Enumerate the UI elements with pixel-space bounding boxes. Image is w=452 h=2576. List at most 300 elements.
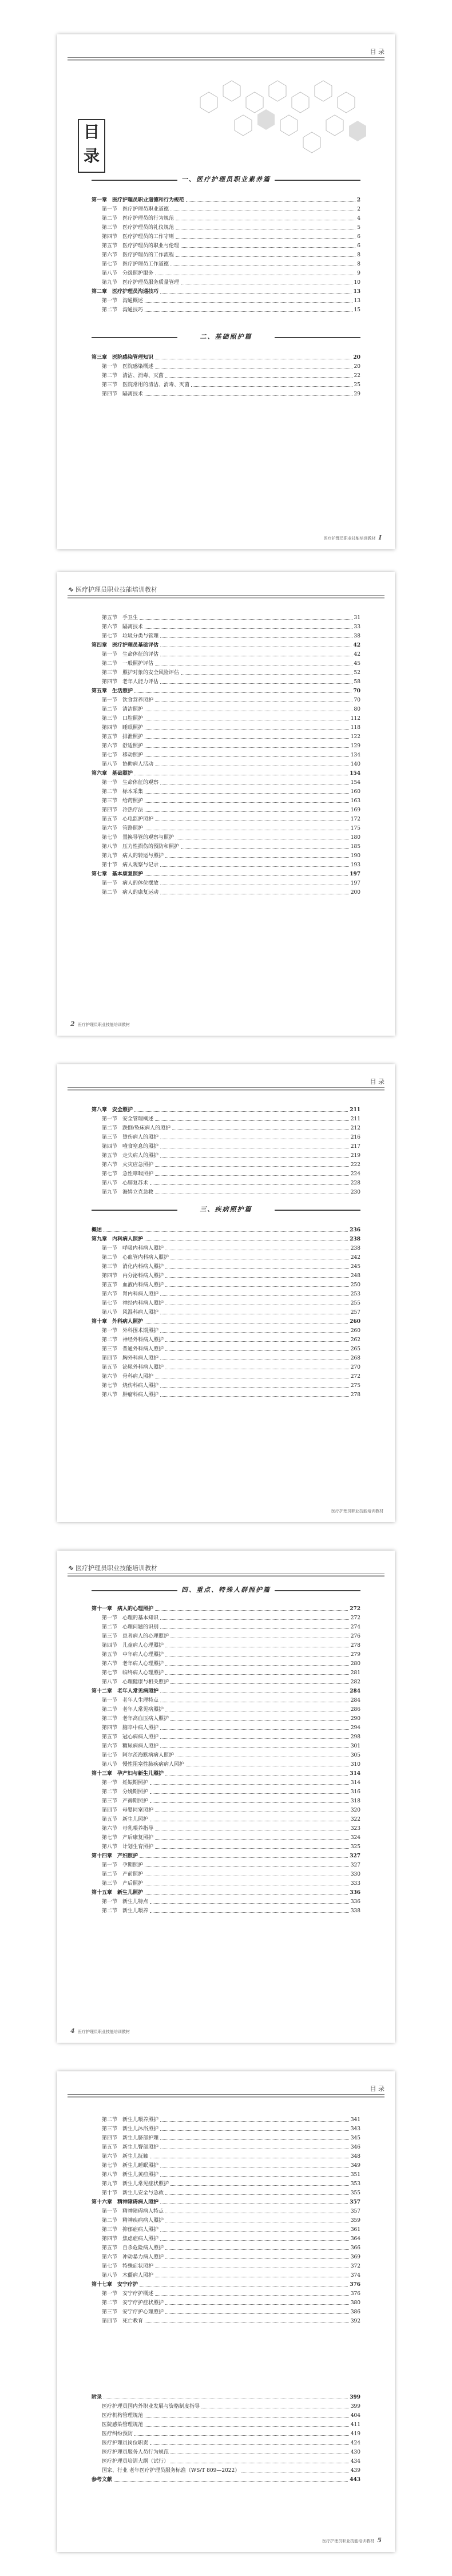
toc-entry-label: 第八节 新生儿黄疸照护: [102, 2172, 159, 2178]
toc-leader-dots: [145, 1894, 348, 1895]
toc-section-entry: [92, 389, 360, 398]
toc-entry-page: 279: [350, 1652, 360, 1658]
toc-entry-label: 第六章 基础照护: [92, 771, 133, 776]
toc-leader-dots: [171, 2185, 349, 2186]
toc-entry-page: 5: [357, 225, 360, 231]
toc-entry-page: 275: [350, 1383, 360, 1389]
toc-entry-label: 第五节 血液内科病人照护: [102, 1282, 164, 1288]
toc-section-entry: [92, 2438, 360, 2447]
toc-entry-page: 353: [350, 2181, 360, 2187]
toc-entry-label: 国家、行业 老年医疗护理员服务标准（WS/T 809—2022）: [102, 2468, 240, 2474]
toc-leader-dots: [155, 1175, 349, 1176]
toc-entry-label: 第三节 产后照护: [102, 1881, 144, 1887]
toc-leader-dots: [150, 1912, 349, 1913]
section-banner-4: 四、重点、特殊人群照护篇: [92, 1585, 360, 1596]
footer-book-title: 医疗护理员职业技能培训教材: [323, 536, 376, 541]
toc-entry-page: 392: [350, 2319, 360, 2324]
toc-entry-page: 248: [350, 1273, 360, 1279]
toc-section-entry: [92, 2419, 360, 2428]
toc-entry-label: 第七节 新生儿睡眠照护: [102, 2163, 159, 2169]
toc-leader-dots: [171, 265, 355, 266]
toc-entry-page: 250: [350, 1282, 360, 1288]
toc-leader-dots: [165, 1277, 349, 1278]
toc-entry-label: 第二节 医疗护理员的行为规范: [102, 216, 175, 221]
toc-leader-dots: [160, 2121, 349, 2122]
toc-section-entry: [92, 804, 360, 814]
toc-entry-label: 第九章 内科病人照护: [92, 1237, 144, 1242]
toc-entry-label: 第一节 病人的体位摆放: [102, 881, 159, 886]
toc-entry-label: 第八节 肿瘤科病人照护: [102, 1392, 159, 1398]
toc-entry-page: 262: [350, 1337, 360, 1343]
toc-leader-dots: [134, 1111, 348, 1112]
toc-entry-label: 第八节 风湿科病人照护: [102, 1310, 159, 1315]
toc-chapter-entry: [92, 286, 360, 295]
toc-chapter-entry: [92, 2392, 360, 2401]
toc-entry-page: 272: [350, 1615, 360, 1621]
toc-entry-label: 第三节 产褥期照护: [102, 1798, 149, 1804]
toc-section-entry: [92, 631, 360, 640]
toc-page-2: [57, 572, 395, 1036]
toc-section-entry: [92, 649, 360, 658]
toc-entry-label: 第二节 一般照护评估: [102, 661, 154, 667]
toc-leader-dots: [134, 692, 351, 693]
toc-leader-dots: [160, 2176, 349, 2177]
toc-section-entry: [92, 740, 360, 750]
toc-entry-label: 第四节 母婴同室照护: [102, 1808, 154, 1813]
toc-leader-dots: [165, 2304, 349, 2305]
toc-entry-label: 第三节 安宁疗护心理照护: [102, 2309, 164, 2315]
toc-entry-page: 45: [354, 661, 360, 667]
toc-leader-dots: [160, 1295, 349, 1296]
toc-section-entry: [92, 621, 360, 631]
toc-leader-dots: [145, 2426, 349, 2427]
toc-entry-label: 第一节 沟通概述: [102, 298, 144, 304]
toc-section-entry: [92, 1860, 360, 1869]
toc-list-6: [92, 1603, 360, 1915]
toc-leader-dots: [145, 738, 349, 739]
toc-leader-dots: [155, 1610, 348, 1611]
toc-list-4: [92, 1104, 360, 1196]
toc-section-entry: [92, 2401, 360, 2410]
toc-entry-label: 第十四章 产妇照护: [92, 1853, 138, 1859]
toc-section-entry: [92, 1741, 360, 1750]
toc-entry-label: 第五节 排泄照护: [102, 734, 144, 740]
toc-leader-dots: [150, 1784, 349, 1785]
toc-section-entry: [92, 1896, 360, 1905]
toc-entry-page: 6: [357, 234, 360, 240]
section-banner-1: 一、医疗护理员职业素养篇: [92, 175, 360, 186]
toc-leader-dots: [160, 683, 352, 684]
toc-section-entry: [92, 1722, 360, 1731]
toc-leader-dots: [145, 793, 349, 794]
toc-section-entry: [92, 259, 360, 268]
toc-entry-page: 211: [350, 1116, 360, 1122]
running-head-mulu: 目 录: [370, 48, 384, 56]
toc-chapter-entry: [92, 869, 360, 878]
toc-section-entry: [92, 2114, 360, 2123]
toc-section-entry: [92, 2233, 360, 2242]
toc-entry-label: 第六节 肾内科病人照护: [102, 1291, 159, 1297]
toc-entry-page: 29: [354, 391, 360, 397]
toc-page-5: [57, 2071, 395, 2552]
toc-section-entry: [92, 1905, 360, 1915]
toc-entry-label: 第十六章 精神障碍病人照护: [92, 2199, 159, 2205]
toc-entry-label: 第四节 脑卒中病人照护: [102, 1725, 159, 1731]
toc-section-entry: [92, 850, 360, 859]
toc-entry-label: 第二节 标本采集: [102, 789, 144, 795]
toc-section-entry: [92, 1677, 360, 1686]
toc-entry-label: 第二节 新生儿喂养: [102, 1908, 149, 1914]
toc-entry-label: 第四节 死亡教育: [102, 2319, 144, 2324]
toc-entry-label: 第八节 协助病人活动: [102, 762, 154, 767]
toc-entry-label: 第四章 医疗护理员基础评估: [92, 643, 159, 648]
toc-entry-page: 70: [353, 688, 360, 694]
toc-entry-label: 医疗护理员国内外职业发展与资格制度指导: [102, 2404, 200, 2409]
toc-entry-page: 284: [350, 1689, 360, 1694]
toc-entry-page: 140: [350, 762, 360, 767]
toc-list-2: [92, 352, 360, 398]
toc-leader-dots: [145, 756, 349, 757]
toc-entry-page: 270: [350, 1365, 360, 1370]
toc-entry-page: 13: [353, 289, 360, 295]
toc-entry-page: 193: [350, 862, 360, 868]
toc-page-4: [57, 1551, 395, 2043]
toc-entry-label: 第四节 冷热疗法: [102, 807, 144, 813]
toc-entry-label: 第七节 阿尔茨海默病病人照护: [102, 1753, 175, 1758]
toc-entry-label: 第二节 病人的康复运动: [102, 890, 159, 895]
toc-entry-page: 8: [357, 261, 360, 267]
toc-section-entry: [92, 1270, 360, 1279]
toc-entry-label: 医疗护理员培训大纲（试行）: [102, 2459, 169, 2464]
toc-entry-page: 42: [354, 652, 360, 657]
toc-section-entry: [92, 370, 360, 379]
toc-entry-page: 80: [354, 707, 360, 712]
toc-entry-page: 284: [350, 1698, 360, 1703]
toc-section-entry: [92, 2242, 360, 2252]
toc-entry-label: 第二节 精神疾病病人照护: [102, 2218, 164, 2224]
toc-section-entry: [92, 786, 360, 795]
toc-entry-page: 430: [350, 2450, 360, 2455]
running-head-book-title: 医疗护理员职业技能培训教材: [76, 1564, 158, 1572]
page-number: Ⅰ: [378, 534, 382, 541]
toc-leader-dots: [155, 1120, 349, 1121]
toc-entry-label: 第四节 焦虑症病人照护: [102, 2236, 159, 2242]
toc-entry-page: 175: [350, 826, 360, 831]
toc-entry-label: 第六节 管路照护: [102, 826, 144, 831]
toc-chapter-entry: [92, 1850, 360, 1860]
toc-entry-page: 376: [350, 2291, 360, 2297]
header-rule-thick: [68, 1575, 384, 1577]
toc-entry-label: 第十章 外科病人照护: [92, 1319, 144, 1325]
header-rule: [68, 2094, 384, 2095]
toc-entry-page: 216: [350, 1135, 360, 1140]
toc-entry-page: 272: [350, 1606, 360, 1612]
toc-section-entry: [92, 1805, 360, 1814]
toc-leader-dots: [150, 1793, 349, 1794]
toc-entry-label: 第三节 普通外科病人照护: [102, 1346, 164, 1352]
toc-section-entry: [92, 2316, 360, 2325]
toc-chapter-entry: [92, 1603, 360, 1612]
toc-section-entry: [92, 658, 360, 667]
toc-chapter-entry: [92, 2474, 360, 2483]
toc-entry-label: 第二节 神经外科病人照护: [102, 1337, 164, 1343]
toc-section-entry: [92, 1750, 360, 1759]
toc-entry-page: 230: [350, 1190, 360, 1195]
toc-section-entry: [92, 823, 360, 832]
toc-entry-label: 第一节 精神障碍病人特点: [102, 2209, 164, 2214]
toc-entry-label: 第九节 海姆立克急救: [102, 1190, 154, 1195]
toc-entry-label: 第二节 安宁疗护症状照护: [102, 2300, 164, 2306]
toc-entry-page: 20: [353, 355, 360, 360]
toc-section-entry: [92, 2252, 360, 2261]
toc-entry-page: 224: [350, 1171, 360, 1177]
toc-section-entry: [92, 1371, 360, 1380]
toc-entry-label: 第一章 医疗护理员职业道德和行为规范: [92, 197, 185, 203]
toc-entry-page: 8: [357, 252, 360, 258]
toc-chapter-entry: [92, 685, 360, 695]
toc-entry-page: 217: [350, 1144, 360, 1150]
toc-entry-page: 276: [350, 1634, 360, 1639]
toc-leader-dots: [181, 247, 355, 248]
toc-section-entry: [92, 612, 360, 621]
toc-entry-page: 2: [357, 207, 360, 212]
toc-section-entry: [92, 1298, 360, 1307]
toc-entry-page: 314: [350, 1771, 360, 1777]
toc-section-entry: [92, 213, 360, 222]
toc-entry-page: 282: [350, 1679, 360, 1685]
toc-entry-label: 第二节 分娩期照护: [102, 1789, 149, 1795]
toc-entry-page: 361: [350, 2227, 360, 2233]
toc-entry-label: 第十五章 新生儿照护: [92, 1890, 144, 1896]
toc-entry-page: 38: [354, 633, 360, 639]
toc-entry-label: 第三节 新生儿沐浴照护: [102, 2126, 159, 2132]
toc-entry-label: 第二节 跌倒/坠床病人的照护: [102, 1125, 171, 1131]
page-number: 5: [377, 2537, 382, 2544]
toc-section-entry: [92, 1362, 360, 1371]
toc-entry-page: 20: [354, 364, 360, 370]
toc-entry-label: 第九节 新生儿常见症状照护: [102, 2181, 169, 2187]
toc-entry-label: 第一节 饮食营养照护: [102, 697, 154, 703]
toc-entry-page: 212: [350, 1125, 360, 1131]
toc-entry-label: 第二章 医疗护理员沟通技巧: [92, 289, 159, 295]
toc-entry-page: 386: [350, 2309, 360, 2315]
toc-section-entry: [92, 1150, 360, 1159]
toc-list-3: [92, 612, 360, 896]
toc-entry-label: 第六节 舒适照护: [102, 743, 144, 749]
toc-entry-label: 第六节 火灾应急照护: [102, 1162, 154, 1168]
toc-leader-dots: [145, 747, 349, 748]
toc-entry-label: 第四节 噎食窒息的照护: [102, 1144, 159, 1150]
toc-entry-page: 439: [350, 2468, 360, 2474]
toc-entry-label: 第二节 老年人常见病照护: [102, 1707, 164, 1713]
toc-section-entry: [92, 2142, 360, 2151]
header-rule-thick: [68, 2096, 384, 2098]
toc-entry-label: 第一节 外科围术期照护: [102, 1328, 159, 1334]
toc-section-entry: [92, 2215, 360, 2224]
toc-section-entry: [92, 1113, 360, 1123]
toc-entry-page: 22: [354, 373, 360, 379]
toc-entry-label: 第三节 患者病人的心理照护: [102, 1634, 169, 1639]
toc-section-entry: [92, 1649, 360, 1658]
footer-book-title: 医疗护理员职业技能培训教材: [77, 1023, 130, 1027]
toc-entry-page: 399: [350, 2395, 360, 2400]
toc-entry-label: 第六节 隔离技术: [102, 624, 144, 630]
toc-entry-page: 345: [350, 2135, 360, 2141]
toc-entry-label: 医疗护理员服务人员行为规范: [102, 2450, 169, 2455]
toc-leader-dots: [140, 1857, 348, 1858]
toc-section-entry: [92, 2297, 360, 2306]
toc-entry-page: 327: [350, 1853, 360, 1859]
toc-entry-page: 278: [350, 1392, 360, 1398]
toc-entry-page: 25: [354, 382, 360, 388]
toc-entry-label: 第六节 冲动暴力病人照护: [102, 2254, 164, 2260]
toc-entry-label: 医院感染管理规范: [102, 2422, 144, 2428]
toc-entry-page: 301: [350, 1743, 360, 1749]
toc-entry-label: 第六节 老年病人心理照护: [102, 1661, 164, 1667]
footer-book-title: 医疗护理员职业技能培训教材: [77, 2030, 130, 2034]
toc-list-1: [92, 195, 360, 314]
toc-entry-label: 第六节 母乳喂养指导: [102, 1826, 154, 1832]
page-number: 2: [70, 1020, 75, 1028]
toc-entry-page: 323: [350, 1826, 360, 1832]
toc-section-entry: [92, 304, 360, 314]
toc-leader-dots: [145, 395, 352, 396]
toc-entry-page: 242: [350, 1255, 360, 1261]
toc-entry-page: 31: [354, 615, 360, 621]
toc-entry-label: 第三节 照护对象的安全风险评估: [102, 670, 180, 676]
toc-entry-label: 第一节 心理的基本知识: [102, 1615, 159, 1621]
toc-entry-page: 322: [350, 1817, 360, 1822]
toc-entry-page: 376: [350, 2282, 360, 2288]
toc-leader-dots: [150, 1802, 349, 1803]
toc-leader-dots: [155, 2295, 349, 2296]
toc-section-entry: [92, 2288, 360, 2297]
toc-section-entry: [92, 2270, 360, 2279]
toc-section-entry: [92, 2465, 360, 2474]
toc-entry-page: 343: [350, 2126, 360, 2132]
toc-entry-label: 参考文献: [92, 2477, 113, 2483]
toc-entry-label: 第十二章 老年人常见病照护: [92, 1689, 159, 1694]
toc-section-entry: [92, 268, 360, 277]
toc-leader-dots: [160, 1738, 349, 1739]
toc-entry-page: 163: [350, 798, 360, 804]
toc-section-entry: [92, 204, 360, 213]
running-head-book-title: 医疗护理员职业技能培训教材: [76, 586, 158, 593]
toc-leader-dots: [150, 1184, 349, 1185]
toc-entry-label: 第五节 心电监护照护: [102, 817, 154, 822]
toc-entry-label: 第三节 口腔照护: [102, 716, 144, 722]
toc-leader-dots: [165, 2313, 349, 2314]
toc-section-entry: [92, 2160, 360, 2169]
toc-entry-page: 154: [350, 771, 360, 776]
toc-leader-dots: [165, 2194, 349, 2195]
toc-leader-dots: [140, 619, 352, 620]
page-footer: [69, 1020, 130, 1028]
toc-entry-label: 第七节 置换导管的观察与照护: [102, 835, 175, 841]
logo-mark-icon: ∿: [68, 585, 74, 593]
toc-entry-page: 364: [350, 2236, 360, 2242]
toc-leader-dots: [176, 256, 355, 257]
toc-entry-label: 第一节 安宁疗护概述: [102, 2291, 154, 2297]
toc-entry-label: 第五节 自杀危险病人照护: [102, 2245, 164, 2251]
toc-leader-dots: [165, 2249, 349, 2250]
toc-entry-label: 第一节 新生儿特点: [102, 1899, 149, 1905]
toc-entry-label: 医疗机构管理规范: [102, 2413, 144, 2419]
toc-section-entry: [92, 1667, 360, 1677]
toc-section-entry: [92, 887, 360, 896]
toc-entry-label: 第六节 医疗护理员的工作流程: [102, 252, 175, 258]
toc-section-entry: [92, 2151, 360, 2160]
toc-entry-page: 324: [350, 1835, 360, 1841]
toc-entry-label: 第四节 内分泌科病人照护: [102, 1273, 164, 1279]
toc-section-entry: [92, 231, 360, 240]
toc-entry-page: 327: [350, 1862, 360, 1868]
toc-leader-dots: [160, 866, 349, 867]
toc-entry-label: 第一节 医院感染概述: [102, 364, 154, 370]
toc-entry-page: 42: [353, 643, 360, 648]
toc-entry-label: 第五章 生活照护: [92, 688, 133, 694]
toc-entry-page: 314: [350, 1780, 360, 1786]
toc-section-entry: [92, 1123, 360, 1132]
toc-entry-page: 112: [350, 716, 360, 722]
toc-entry-page: 238: [350, 1237, 360, 1242]
toc-section-entry: [92, 777, 360, 786]
toc-entry-page: 348: [350, 2154, 360, 2159]
toc-entry-label: 第七节 医疗护理员工作道德: [102, 261, 169, 267]
toc-entry-label: 第五节 新生儿臀部照护: [102, 2145, 159, 2150]
toc-entry-label: 第九节 病人的转运与照护: [102, 853, 164, 859]
running-head-mulu: 目 录: [370, 2085, 384, 2092]
toc-leader-dots: [145, 729, 349, 730]
toc-entry-page: 185: [350, 844, 360, 850]
toc-leader-dots: [150, 1903, 349, 1904]
toc-section-entry: [92, 1640, 360, 1649]
toc-entry-page: 359: [350, 2218, 360, 2224]
running-head-book: [68, 585, 157, 594]
toc-entry-label: 第九节 医疗护理员服务质量管理: [102, 280, 180, 286]
toc-section-entry: [92, 1759, 360, 1768]
toc-entry-label: 第四节 隔离技术: [102, 391, 144, 397]
toc-entry-page: 33: [354, 624, 360, 630]
toc-entry-label: 第六节 新生儿抚触: [102, 2154, 149, 2159]
toc-section-entry: [92, 1159, 360, 1168]
toc-leader-dots: [145, 628, 352, 629]
toc-entry-label: 第一节 老年人生理特点: [102, 1698, 159, 1703]
toc-section-entry: [92, 2306, 360, 2316]
toc-entry-page: 333: [350, 1881, 360, 1887]
toc-entry-label: 第三节 烫伤病人的照护: [102, 1135, 159, 1140]
toc-entry-label: 第五节 中年病人心理照护: [102, 1652, 164, 1658]
toc-entry-label: 医疗纠纷预防: [102, 2431, 133, 2437]
toc-entry-label: 第二节 清洁、消毒、灭菌: [102, 373, 164, 379]
toc-section-entry: [92, 814, 360, 823]
toc-section-entry: [92, 841, 360, 850]
toc-entry-page: 129: [350, 743, 360, 749]
toc-entry-label: 第四节 老年人能力评估: [102, 679, 159, 685]
toc-section-entry: [92, 1243, 360, 1252]
toc-entry-label: 第四节 胸外科病人照护: [102, 1356, 159, 1361]
toc-entry-page: 58: [354, 679, 360, 685]
toc-section-entry: [92, 878, 360, 887]
toc-entry-label: 第五节 冠心病病人照护: [102, 1734, 159, 1740]
toc-section-entry: [92, 2261, 360, 2270]
toc-leader-dots: [160, 1157, 349, 1158]
toc-entry-label: 第二节 心理问题的识别: [102, 1624, 159, 1630]
toc-leader-dots: [145, 875, 348, 876]
toc-section-entry: [92, 1325, 360, 1334]
toc-entry-label: 第五节 医疗护理员的职业与伦理: [102, 243, 180, 249]
toc-entry-page: 274: [350, 1624, 360, 1630]
